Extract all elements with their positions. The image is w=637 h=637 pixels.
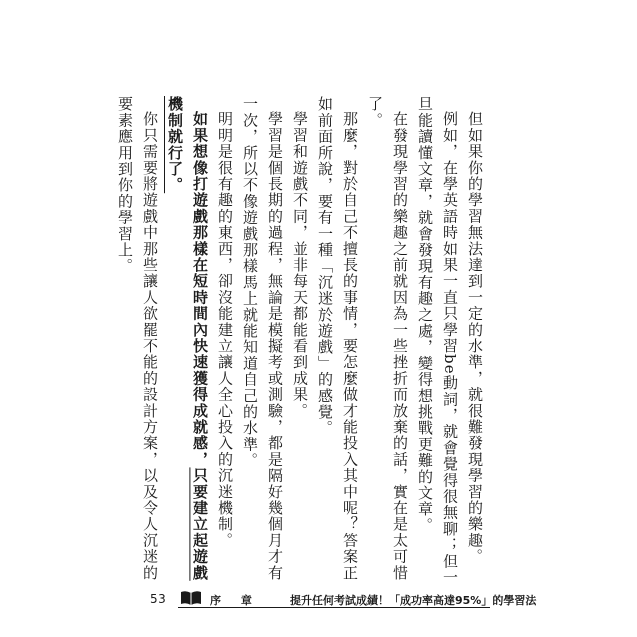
body-text xyxy=(116,96,487,596)
paragraph-3: 在發現學習的樂趣之前就因為一些挫折而放棄的話，實在是太可惜了。 xyxy=(366,96,409,581)
chapter-label: 序 章 xyxy=(210,594,260,607)
paragraph-6: 學習是個長期的過程，無論是模擬考或測驗，都是隔好幾個月才有一次，所以不像遊戲那樣馬上就能知道自己的水準。 xyxy=(241,96,284,581)
paragraph-4: 那麼，對於自己不擅長的事情，要怎麼做才能投入其中呢？答案正如前面所說，要有一種「沉迷於遊戲」的感覺。 xyxy=(316,96,359,581)
bold-paragraph xyxy=(162,96,212,596)
paragraph-2: 例如，在學英語時如果一直只學習be動詞，就會覺得很無聊；但一旦能讀懂文章，就會發現有趣之處，變得想挑戰更難的文章。 xyxy=(416,96,459,586)
footer-rule xyxy=(178,607,490,608)
bold-underlined-statement: 只要建立起遊戲機制就行了。 xyxy=(166,96,209,581)
page-number: 53 xyxy=(150,592,167,606)
paragraph-last: 你只需要將遊戲中那些讓人欲罷不能的設計方案，以及令人沉迷的要素應用到你的學習上。 xyxy=(116,96,159,581)
paragraph-1: 但如果你的學習無法達到一定的水準，就很難發現學習的樂趣。 xyxy=(466,111,484,565)
page-footer xyxy=(150,590,537,610)
open-book-icon xyxy=(180,590,202,606)
bold-statement: 如果想像打遊戲那樣在短時間內快速獲得成就感， xyxy=(191,111,209,468)
paragraph-7: 明明是很有趣的東西，卻沒能建立讓人全心投入的沉迷機制。 xyxy=(216,111,234,549)
chapter-title: 提升任何考試成績！「成功率高達95%」的學習法 xyxy=(290,594,537,607)
paragraph-5: 學習和遊戲不同，並非每天都能看到成果。 xyxy=(291,111,309,419)
